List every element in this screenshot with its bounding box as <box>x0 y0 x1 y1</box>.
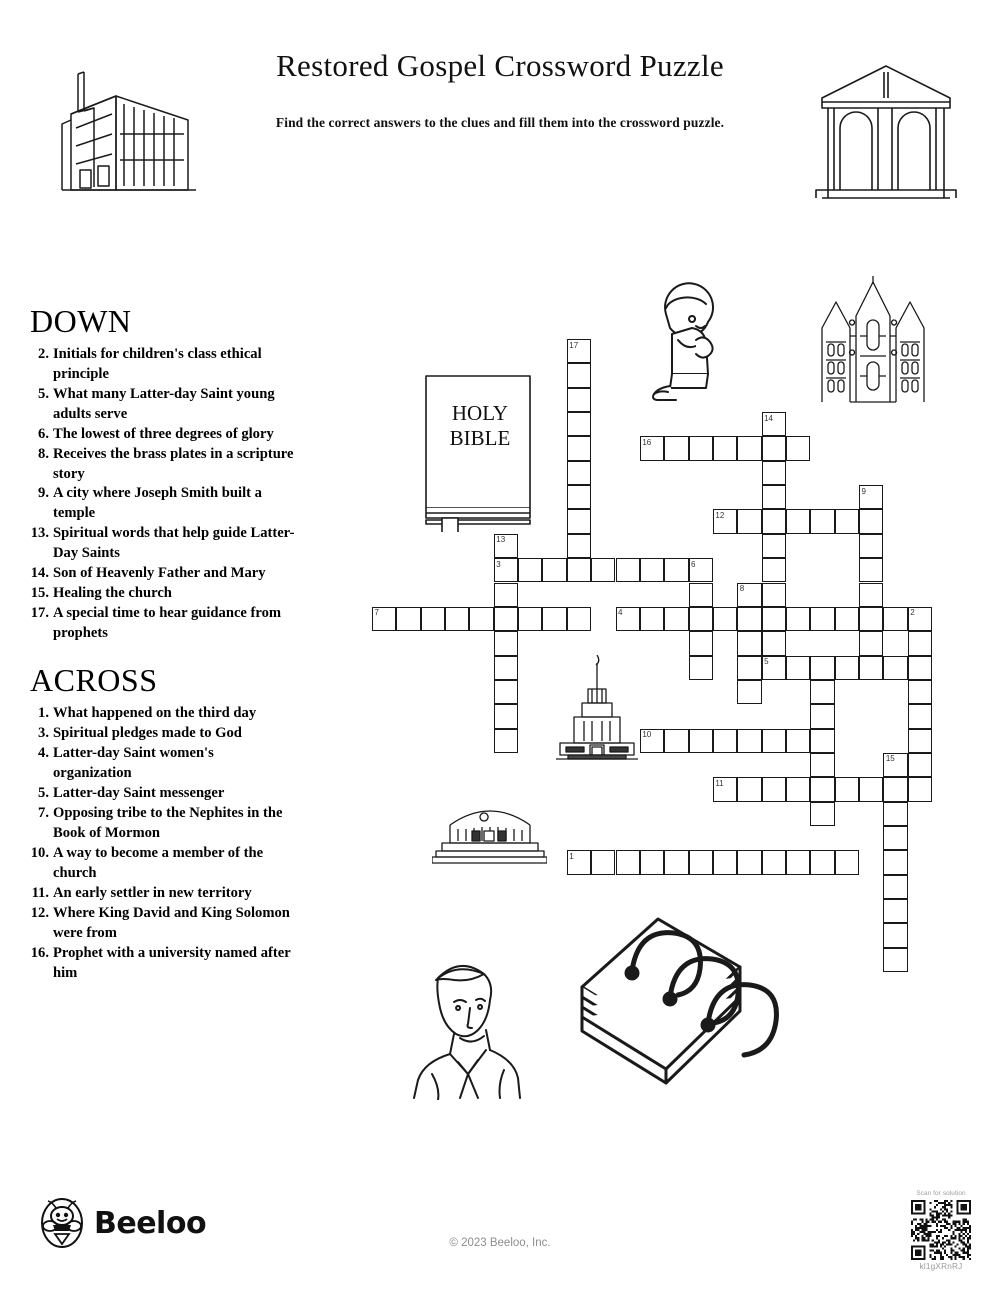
crossword-cell-number: 2 <box>910 608 915 618</box>
golden-plates-illustration <box>570 905 785 1100</box>
crossword-cell[interactable] <box>737 583 761 607</box>
clue-text: Latter-day Saint women's organization <box>53 744 214 781</box>
crossword-cell[interactable] <box>518 558 542 582</box>
crossword-cell[interactable] <box>567 850 591 874</box>
bible-title-line1: HOLY <box>451 401 509 425</box>
clue-text: Initials for children's class ethical principle <box>53 345 262 382</box>
crossword-cell[interactable] <box>664 436 688 460</box>
crossword-cell[interactable] <box>786 436 810 460</box>
clue-text: What many Latter-day Saint young adults serve <box>53 385 275 422</box>
crossword-cell[interactable] <box>567 558 591 582</box>
qr-code-icon[interactable] <box>911 1200 971 1260</box>
crossword-cell[interactable] <box>689 729 713 753</box>
crossword-cell-number: 7 <box>374 608 379 618</box>
crossword-cell[interactable] <box>713 777 737 801</box>
crossword-cell[interactable] <box>567 436 591 460</box>
crossword-cell[interactable] <box>762 631 786 655</box>
clue-number: 13. <box>30 525 49 542</box>
clue-number: 2. <box>38 345 49 362</box>
crossword-cell[interactable] <box>616 558 640 582</box>
crossword-cell[interactable] <box>494 631 518 655</box>
crossword-cell[interactable] <box>810 680 834 704</box>
crossword-cell[interactable] <box>786 607 810 631</box>
crossword-cell[interactable] <box>859 534 883 558</box>
crossword-cell[interactable] <box>810 607 834 631</box>
crossword-cell[interactable] <box>859 777 883 801</box>
clue-number: 17. <box>30 605 49 622</box>
crossword-cell[interactable] <box>640 558 664 582</box>
crossword-cell[interactable] <box>883 923 907 947</box>
crossword-cell-number: 12 <box>715 510 725 520</box>
crossword-cell[interactable] <box>786 656 810 680</box>
crossword-cell[interactable] <box>372 607 396 631</box>
clue-text: An early settler in new territory <box>53 884 252 901</box>
clue-text: A way to become a member of the church <box>53 844 264 881</box>
crossword-cell[interactable] <box>762 412 786 436</box>
crossword-cell[interactable] <box>396 607 420 631</box>
crossword-cell[interactable] <box>859 607 883 631</box>
crossword-cell[interactable] <box>762 485 786 509</box>
crossword-cell[interactable] <box>762 436 786 460</box>
crossword-cell[interactable] <box>883 875 907 899</box>
crossword-cell[interactable] <box>737 680 761 704</box>
crossword-cell-number: 17 <box>569 340 579 350</box>
crossword-cell[interactable] <box>494 534 518 558</box>
crossword-cell[interactable] <box>616 607 640 631</box>
clue-text: Healing the church <box>53 585 172 602</box>
across-heading: ACROSS <box>30 662 158 699</box>
crossword-cell-number: 4 <box>618 608 623 618</box>
crossword-cell[interactable] <box>737 777 761 801</box>
crossword-cell[interactable] <box>567 388 591 412</box>
crossword-cell[interactable] <box>542 558 566 582</box>
crossword-cell[interactable] <box>421 607 445 631</box>
crossword-cell[interactable] <box>737 509 761 533</box>
clue-text: A city where Joseph Smith built a temple <box>53 485 262 522</box>
crossword-cell[interactable] <box>469 607 493 631</box>
crossword-cell[interactable] <box>883 777 907 801</box>
clue-number: 11. <box>31 884 49 901</box>
crossword-cell-number: 1 <box>569 851 574 861</box>
crossword-cell[interactable] <box>883 656 907 680</box>
crossword-cell[interactable] <box>810 509 834 533</box>
crossword-cell-number: 13 <box>496 535 506 545</box>
clue-text: Where King David and King Solomon were from <box>53 904 290 941</box>
crossword-cell[interactable] <box>810 777 834 801</box>
crossword-cell[interactable] <box>762 509 786 533</box>
clue-text: Latter-day Saint messenger <box>53 784 225 801</box>
crossword-cell[interactable] <box>883 802 907 826</box>
crossword-cell[interactable] <box>883 948 907 972</box>
crossword-cell-number: 8 <box>739 584 745 593</box>
crossword-cell[interactable] <box>786 850 810 874</box>
crossword-cell[interactable] <box>908 704 932 728</box>
crossword-cell-number: 11 <box>715 778 724 788</box>
copyright-text: © 2023 Beeloo, Inc. <box>449 1237 551 1249</box>
crossword-cell[interactable] <box>810 753 834 777</box>
crossword-cell[interactable] <box>689 631 713 655</box>
crossword-cell[interactable] <box>883 850 907 874</box>
crossword-cell[interactable] <box>518 607 542 631</box>
crossword-cell[interactable] <box>835 656 859 680</box>
crossword-cell[interactable] <box>908 656 932 680</box>
crossword-cell[interactable] <box>786 509 810 533</box>
crossword-cell-number: 10 <box>642 730 652 740</box>
clue-text: Son of Heavenly Father and Mary <box>53 565 266 582</box>
crossword-cell[interactable] <box>762 534 786 558</box>
crossword-cell[interactable] <box>689 656 713 680</box>
crossword-cell[interactable] <box>567 607 591 631</box>
crossword-cell[interactable] <box>810 729 834 753</box>
crossword-cell[interactable] <box>737 850 761 874</box>
clue-text: A special time to hear guidance from prophets <box>53 605 282 642</box>
crossword-cell[interactable] <box>664 850 688 874</box>
crossword-cell[interactable] <box>494 704 518 728</box>
crossword-cell[interactable] <box>494 680 518 704</box>
crossword-cell-number: 16 <box>642 437 652 447</box>
clue-number: 15. <box>30 585 49 602</box>
crossword-cell[interactable] <box>859 583 883 607</box>
clue-number: 12. <box>30 904 49 921</box>
crossword-cell[interactable] <box>689 436 713 460</box>
clue-number: 1. <box>38 704 49 721</box>
crossword-cell[interactable] <box>713 607 737 631</box>
crossword-cell[interactable] <box>567 485 591 509</box>
clue-number: 6. <box>38 425 49 442</box>
crossword-cell[interactable] <box>567 412 591 436</box>
crossword-cell[interactable] <box>859 485 883 509</box>
crossword-cell[interactable] <box>737 656 761 680</box>
clue-text: Opposing tribe to the Nephites in the Book of Mormon <box>53 804 283 841</box>
crossword-cell-number: 5 <box>764 657 769 667</box>
crossword-cell[interactable] <box>737 607 761 631</box>
clue-number: 16. <box>30 944 49 961</box>
crossword-cell[interactable] <box>810 802 834 826</box>
crossword-cell[interactable] <box>908 753 932 777</box>
crossword-cell[interactable] <box>883 826 907 850</box>
holy-bible-illustration <box>418 372 542 532</box>
down-heading: DOWN <box>30 303 132 339</box>
crossword-cell-number: 14 <box>764 413 773 423</box>
crossword-cell[interactable] <box>762 656 786 680</box>
page-instructions: Find the correct answers to the clues and fill them into the crossword puzzle. <box>275 115 725 130</box>
crossword-cell[interactable] <box>786 777 810 801</box>
crossword-cell[interactable] <box>713 850 737 874</box>
prophet-portrait-illustration <box>398 950 523 1100</box>
crossword-cell[interactable] <box>762 850 786 874</box>
crossword-cell[interactable] <box>762 729 786 753</box>
bible-title-line2: BIBLE <box>449 426 511 450</box>
crossword-cell[interactable] <box>835 850 859 874</box>
crossword-cell[interactable] <box>810 850 834 874</box>
crossword-cell[interactable] <box>810 656 834 680</box>
page-title: Restored Gospel Crossword Puzzle <box>276 48 724 83</box>
clue-number: 8. <box>38 445 49 462</box>
praying-child-illustration <box>636 282 746 402</box>
crossword-cell[interactable] <box>494 558 518 582</box>
qr-label: Scan for solution <box>916 1190 966 1197</box>
crossword-cell[interactable] <box>908 729 932 753</box>
crossword-cell[interactable] <box>494 607 518 631</box>
crossword-cell[interactable] <box>567 339 591 363</box>
crossword-cell[interactable] <box>859 509 883 533</box>
crossword-cell[interactable] <box>737 729 761 753</box>
page-footer <box>0 1190 1000 1290</box>
crossword-cell[interactable] <box>494 583 518 607</box>
crossword-cell-number: 3 <box>496 559 501 569</box>
crossword-cell[interactable] <box>591 558 615 582</box>
crossword-cell[interactable] <box>762 461 786 485</box>
crossword-cell[interactable] <box>689 558 713 582</box>
clue-number: 10. <box>30 844 49 861</box>
clue-number: 7. <box>38 804 49 821</box>
clue-text: The lowest of three degrees of glory <box>53 425 274 442</box>
crossword-cell[interactable] <box>762 777 786 801</box>
clue-text: Spiritual pledges made to God <box>53 724 242 741</box>
crossword-cell[interactable] <box>640 607 664 631</box>
crossword-cell[interactable] <box>689 850 713 874</box>
crossword-cell[interactable] <box>640 436 664 460</box>
clue-number: 9. <box>38 485 49 502</box>
crossword-cell[interactable] <box>640 850 664 874</box>
clue-number: 4. <box>38 744 49 761</box>
crossword-cell[interactable] <box>762 583 786 607</box>
crossword-cell[interactable] <box>835 607 859 631</box>
crossword-cell[interactable] <box>737 436 761 460</box>
crossword-cell[interactable] <box>810 704 834 728</box>
crossword-cell-number: 9 <box>861 486 866 496</box>
crossword-cell[interactable] <box>737 631 761 655</box>
qr-solution-block[interactable] <box>905 1190 977 1271</box>
crossword-cell[interactable] <box>664 607 688 631</box>
crossword-cell[interactable] <box>908 631 932 655</box>
brand-name: Beeloo <box>94 1205 207 1241</box>
crossword-cell[interactable] <box>883 753 907 777</box>
clue-number: 5. <box>38 385 49 402</box>
crossword-cell[interactable] <box>762 558 786 582</box>
clue-text: Prophet with a university named after him <box>53 944 291 981</box>
crossword-cell[interactable] <box>713 509 737 533</box>
crossword-cell[interactable] <box>908 777 932 801</box>
crossword-cell[interactable] <box>689 607 713 631</box>
crossword-cell[interactable] <box>664 729 688 753</box>
crossword-cell[interactable] <box>786 729 810 753</box>
crossword-cell[interactable] <box>835 777 859 801</box>
crossword-cell[interactable] <box>883 607 907 631</box>
clue-text: Receives the brass plates in a scripture story <box>53 445 294 482</box>
crossword-cell[interactable] <box>591 850 615 874</box>
crossword-cell[interactable] <box>494 656 518 680</box>
crossword-cell[interactable] <box>567 509 591 533</box>
crossword-cell[interactable] <box>908 607 932 631</box>
qr-code-text: kl1gXRnRJ <box>919 1262 963 1271</box>
crossword-cell[interactable] <box>567 534 591 558</box>
crossword-cell-number: 6 <box>691 559 696 569</box>
tabernacle-illustration <box>432 795 547 867</box>
clue-number: 3. <box>38 724 49 741</box>
crossword-cell[interactable] <box>859 656 883 680</box>
clue-text: What happened on the third day <box>53 704 257 721</box>
crossword-cell[interactable] <box>859 631 883 655</box>
crossword-cell[interactable] <box>835 509 859 533</box>
crossword-cell[interactable] <box>689 583 713 607</box>
crossword-cell[interactable] <box>494 729 518 753</box>
clue-number: 5. <box>38 784 49 801</box>
modern-temple-illustration <box>548 655 646 760</box>
crossword-cell[interactable] <box>616 850 640 874</box>
crossword-cell[interactable] <box>542 607 566 631</box>
crossword-cell[interactable] <box>713 729 737 753</box>
crossword-cell[interactable] <box>664 558 688 582</box>
clue-text: Spiritual words that help guide Latter-Day Saints <box>53 525 295 562</box>
crossword-cell[interactable] <box>883 899 907 923</box>
crossword-cell[interactable] <box>859 558 883 582</box>
clue-number: 14. <box>30 565 49 582</box>
crossword-cell[interactable] <box>713 436 737 460</box>
crossword-cell[interactable] <box>908 680 932 704</box>
crossword-cell[interactable] <box>567 461 591 485</box>
crossword-cell[interactable] <box>567 363 591 387</box>
crossword-cell-number: 15 <box>885 754 895 764</box>
crossword-cell[interactable] <box>762 607 786 631</box>
crossword-cell[interactable] <box>445 607 469 631</box>
salt-lake-temple-illustration <box>812 276 934 408</box>
